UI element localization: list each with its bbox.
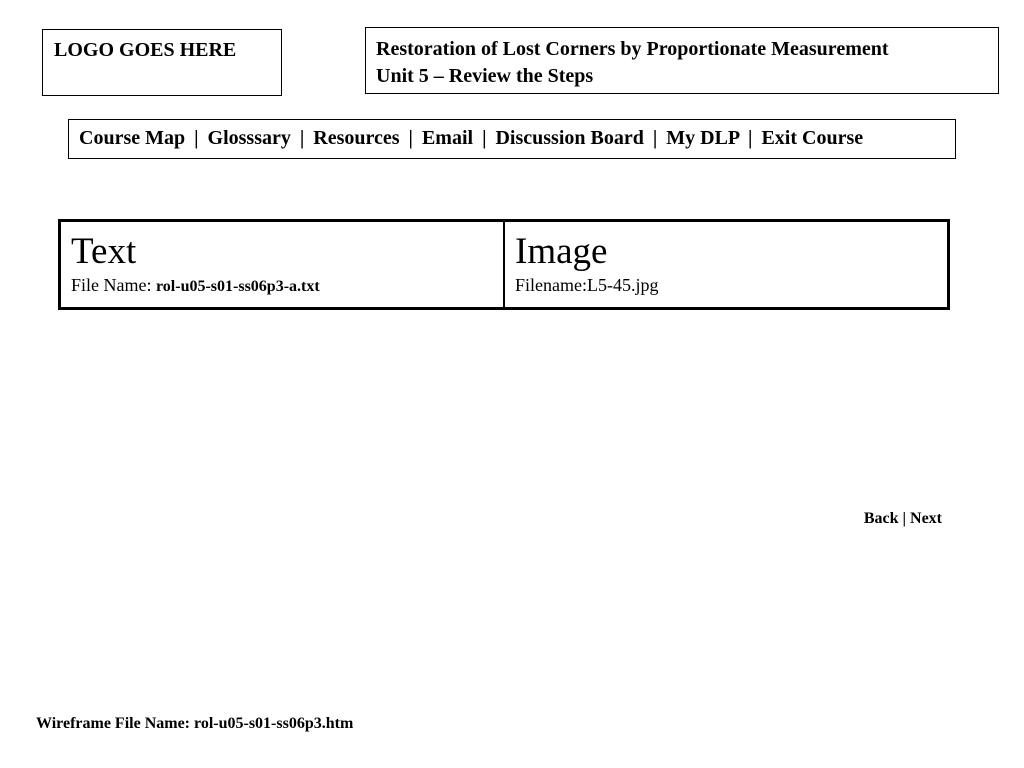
wireframe-file-value: rol-u05-s01-ss06p3.htm bbox=[194, 715, 354, 732]
image-file-name: Filename:L5-45.jpg bbox=[515, 275, 659, 295]
nav-my-dlp-link[interactable]: My DLP bbox=[666, 127, 740, 149]
nav-email-link[interactable]: Email bbox=[421, 127, 474, 149]
unit-title: Unit 5 – Review the Steps bbox=[376, 65, 594, 87]
text-cell-heading: Text bbox=[71, 231, 137, 272]
text-file-name bbox=[71, 274, 503, 298]
nav-separator: | bbox=[652, 127, 658, 149]
logo-placeholder bbox=[42, 29, 282, 96]
nav-separator: | bbox=[482, 127, 487, 149]
nav-separator: | bbox=[748, 127, 753, 149]
course-title: Restoration of Lost Corners by Proportionate Measurement bbox=[376, 38, 889, 60]
logo-text: LOGO GOES HERE bbox=[54, 39, 237, 61]
nav-resources-link[interactable]: Resources bbox=[313, 127, 400, 149]
text-file-value: rol-u05-s01-ss06p3-a.txt bbox=[155, 278, 320, 295]
image-cell bbox=[505, 222, 947, 307]
nav-course-map-link[interactable]: Course Map bbox=[79, 127, 186, 149]
pager bbox=[864, 510, 942, 528]
wireframe-file-label: Wireframe File Name: bbox=[36, 715, 191, 732]
nav-discussion-board-link[interactable]: Discussion Board bbox=[495, 127, 644, 149]
nav-separator: | bbox=[299, 127, 305, 149]
text-cell bbox=[61, 222, 505, 307]
wireframe-file-name bbox=[36, 715, 353, 733]
image-cell-heading: Image bbox=[515, 231, 608, 272]
content-table bbox=[58, 219, 950, 310]
back-link[interactable]: Back bbox=[863, 510, 899, 527]
course-nav-bar bbox=[68, 119, 956, 159]
text-file-label: File Name: bbox=[71, 275, 152, 295]
nav-glossary-link[interactable]: Glosssary bbox=[207, 127, 291, 149]
nav-exit-course-link[interactable]: Exit Course bbox=[761, 127, 864, 149]
nav-separator: | bbox=[194, 127, 199, 149]
course-title-box bbox=[365, 27, 999, 94]
next-link[interactable]: Next bbox=[910, 510, 942, 527]
pager-separator: | bbox=[902, 510, 907, 527]
nav-separator: | bbox=[408, 127, 413, 149]
